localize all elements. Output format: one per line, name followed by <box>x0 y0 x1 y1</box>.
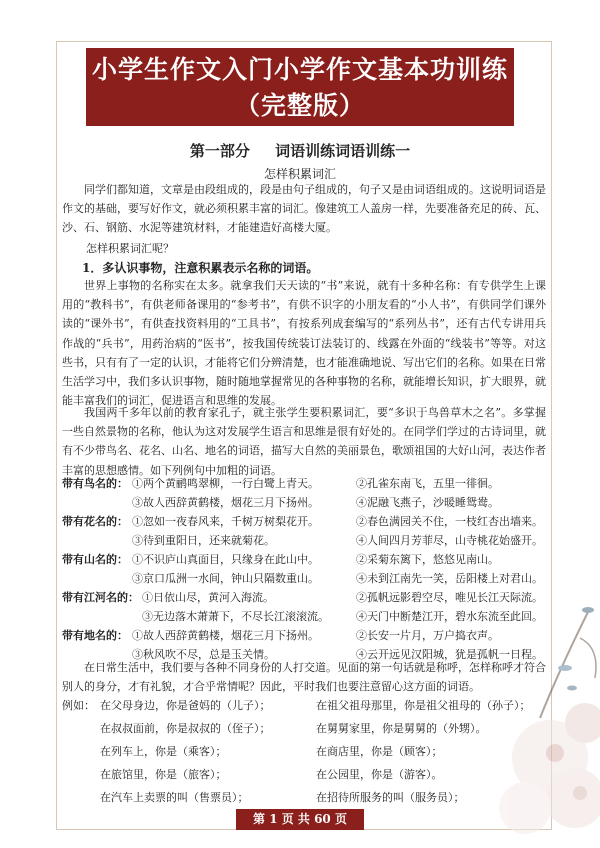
address-row-left: 在父母身边，你是爸妈的（儿子）； <box>100 699 271 712</box>
paragraph-intro: 同学们都知道，文章是由段组成的，段是由句子组成的，句子又是由词语组成的。这说明词语是作文的基础，要写好作文，就必须积累丰富的词汇。像建筑工人盖房一样，先要准备充足的砖、瓦、沙、石、钢筋、水泥等建筑材料，才能建造好高楼大厦。 <box>62 183 546 235</box>
question-line: 怎样积累词汇呢？ <box>86 242 174 255</box>
section-name: 词语训练词语训练一 <box>275 142 411 160</box>
example-line: ③待到重阳日，还来就菊花。 <box>132 534 275 547</box>
address-row-right: 在商店里，你是（顾客）； <box>316 745 443 758</box>
example-line: ③秋风吹不尽，总是玉关情。 <box>132 648 275 661</box>
title-banner <box>86 48 514 126</box>
example-line: ①忽如一夜春风来，千树万树梨花开。 <box>132 515 319 528</box>
example-category: 带有鸟名的： <box>62 477 128 490</box>
example-line: ④人间四月芳菲尽，山寺桃花始盛开。 <box>356 534 543 547</box>
title-line-2: （完整版） <box>234 91 365 120</box>
example-line: ③京口瓜洲一水间，钟山只隔数重山。 <box>132 572 319 585</box>
example-line: ④云开远见汉阳城，犹是孤帆一日程。 <box>356 648 543 661</box>
section-heading <box>0 140 600 161</box>
example-line: ②孔雀东南飞，五里一徘徊。 <box>356 477 499 490</box>
paragraph-confucius: 我国两千多年以前的教育家孔子，就主张学生要积累词汇，要“多识于鸟兽草木之名”。多掌握一些自然景物的名称，他认为这对发展学生语言和思维是很有好处的。在同学们学过的古诗词里，就有不少带鸟名、花名、山名、地名的词语，描写大自然的美丽景色，歌颂祖国的大好山河，表达作者丰富的思想感情。如下列例句中加粗的词语。 <box>62 406 546 477</box>
address-row-right: 在招待所服务的叫（服务员）； <box>316 791 465 804</box>
example-category: 带有花名的： <box>62 515 128 528</box>
example-line: ④泥融飞燕子，沙暖睡鸳鸯。 <box>356 496 499 509</box>
example-line: ③无边落木萧萧下，不尽长江滚滚流。 <box>142 610 329 623</box>
example-line: ④未到江南先一笑，岳阳楼上对君山。 <box>356 572 543 585</box>
example-line: ③故人西辞黄鹤楼，烟花三月下扬州。 <box>132 496 319 509</box>
point-heading-1: 1．多认识事物，注意积累表示名称的词语。 <box>82 261 319 275</box>
example-line: ①两个黄鹂鸣翠柳，一行白鹭上青天。 <box>132 477 319 490</box>
example-line: ①不识庐山真面目，只缘身在此山中。 <box>132 553 319 566</box>
example-line: ①日依山尽，黄河入海流。 <box>142 591 274 604</box>
address-row-left: 在旅馆里，你是（旅客）； <box>100 768 227 781</box>
address-row-left: 在汽车上卖票的叫（售票员）； <box>100 791 249 804</box>
address-row-left: 在列车上，你是（乘客）； <box>100 745 227 758</box>
example-line: ①故人西辞黄鹤楼，烟花三月下扬州。 <box>132 629 319 642</box>
subheading: 怎样积累词汇 <box>263 167 336 181</box>
address-row-right: 在祖父祖母那里，你是祖父祖母的（孙子）； <box>316 699 531 712</box>
example-line: ②春色满园关不住，一枝红杏出墙来。 <box>356 515 543 528</box>
example-line: ②采菊东篱下，悠悠见南山。 <box>356 553 499 566</box>
example-category: 带有地名的： <box>62 629 128 642</box>
page-number-footer: 第 1 页 共 60 页 <box>236 809 364 830</box>
example-category: 带有山名的： <box>62 553 128 566</box>
section-part: 第一部分 <box>189 142 250 160</box>
paragraph-book-names: 世界上事物的名称实在太多。就拿我们天天读的“书”来说，就有十多种名称：有专供学生上课用的“教科书”，有供老师备课用的“参考书”，有供不识字的小朋友看的“小人书”，有供同学们课外读的“课外书”，有供查找资料用的“工具书”，有按系列成套编写的“系列丛书”，还有古代专讲用兵作战的“兵书”，用药治病的“医书”，按我国传统装订法装订的、线露在外面的“线装书”等等。对这些书，只有有了一定的认识，才能将它们分辨清楚，也才能准确地说、写出它们的名称。如果在日常生活学习中，我们多认识事物，随时随地掌握常见的各种事物的名称，就能增长知识，扩大眼界，就能丰富我们的词汇，促进语言和思维的发展。 <box>62 279 546 408</box>
example-category: 带有江河名的： <box>62 591 139 604</box>
example-label: 例如： <box>62 699 95 712</box>
example-line: ②长安一片月，万户捣衣声。 <box>356 629 499 642</box>
address-row-right: 在公园里，你是（游客）。 <box>316 768 443 781</box>
title-line-1: 小学生作文入门小学作文基本功训练 <box>91 55 508 84</box>
paragraph-address: 在日常生活中，我们要与各种不同身份的人打交道。见面的第一句话就是称呼，怎样称呼才符合别人的身分，才有礼貌，才合乎常情呢？因此，平时我们也要注意留心这方面的词语。 <box>62 661 546 694</box>
example-line: ②孤帆远影碧空尽，唯见长江天际流。 <box>356 591 543 604</box>
address-row-right: 在舅舅家里，你是舅舅的（外甥）。 <box>316 722 487 735</box>
example-line: ④天门中断楚江开，碧水东流至此回。 <box>356 610 543 623</box>
address-row-left: 在叔叔面前，你是叔叔的（侄子）； <box>100 722 271 735</box>
